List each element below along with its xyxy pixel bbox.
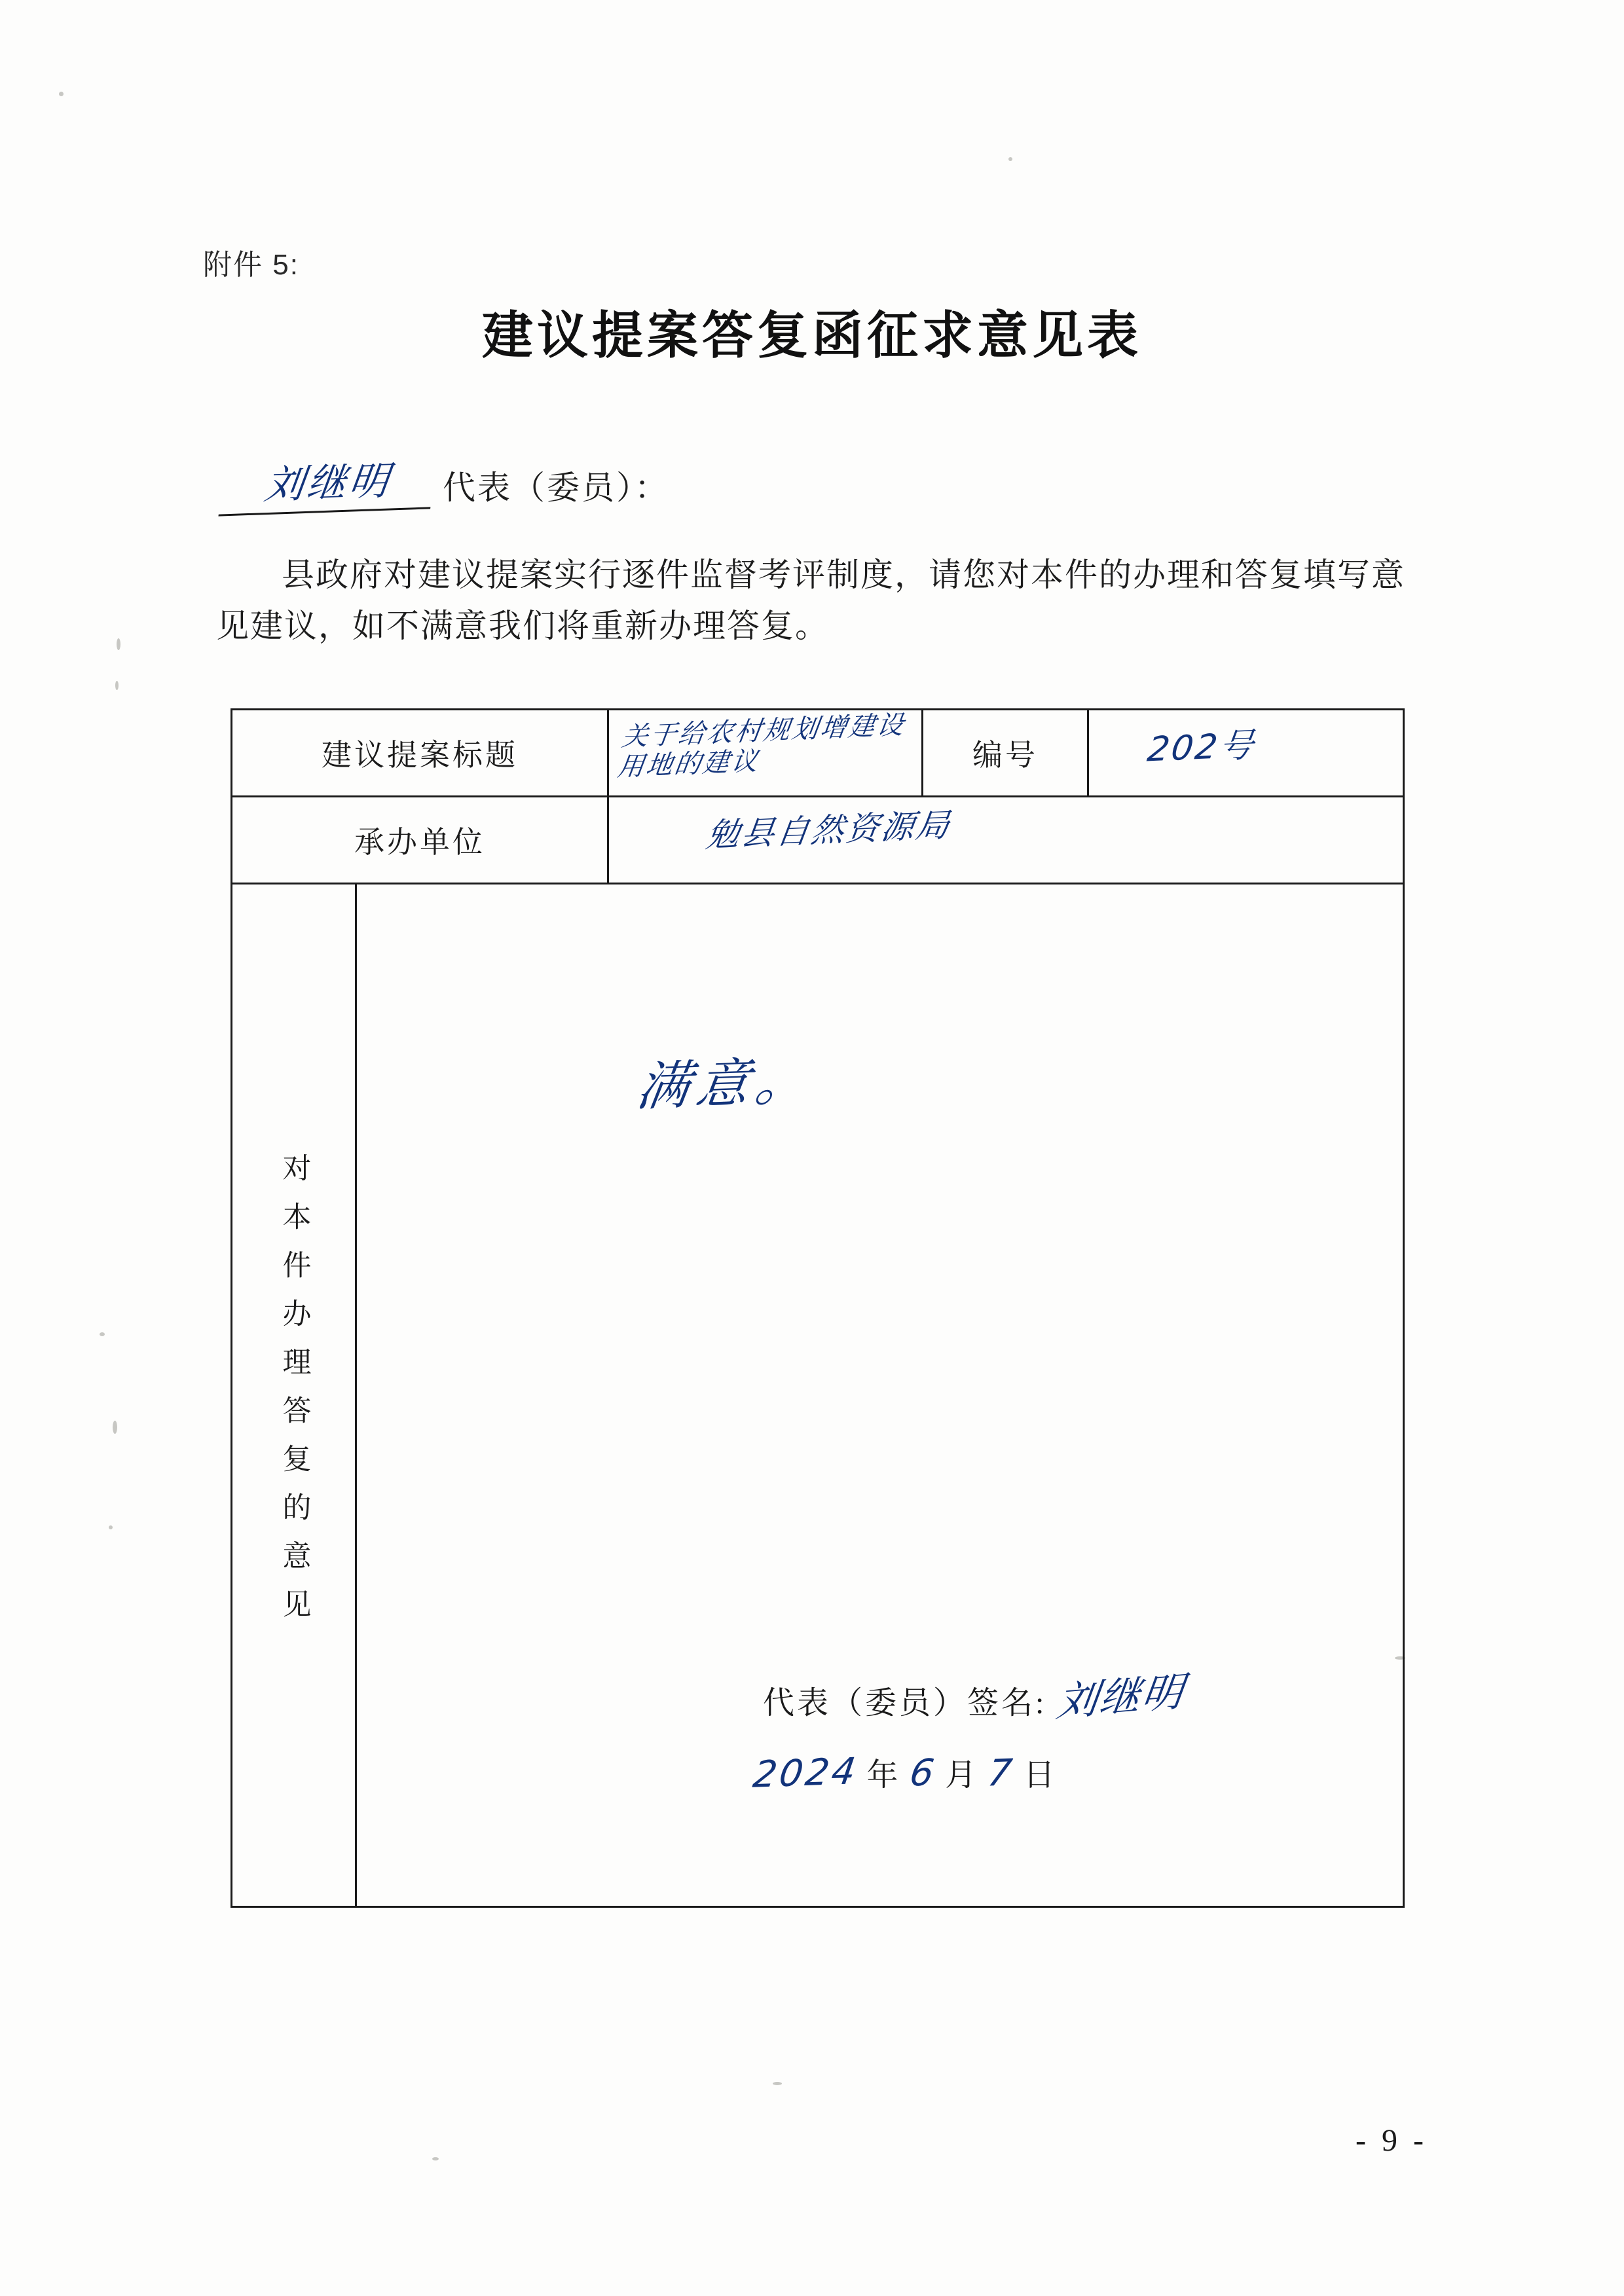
signature-label: 代表（委员）签名: — [763, 1686, 1047, 1721]
title-label-cell: 建议提案标题 — [232, 710, 608, 797]
number-label-cell: 编号 — [923, 710, 1089, 795]
opinion-label-cell — [232, 884, 356, 1907]
opinion-value-handwritten: 满意。 — [633, 1050, 820, 1118]
date-line — [750, 1749, 1058, 1795]
page-title: 建议提案答复函征求意见表 — [481, 307, 1142, 364]
unit-value-cell — [608, 797, 1404, 884]
date-year-unit: 年 — [866, 1758, 901, 1793]
scan-speck — [59, 92, 64, 96]
scan-speck — [432, 2157, 439, 2160]
title-value-handwritten: 关于给农村规划增建设用地的建议 — [616, 710, 908, 782]
date-day-handwritten: 7 — [985, 1751, 1018, 1795]
scan-speck — [109, 1525, 113, 1529]
scan-speck — [115, 681, 119, 690]
salutation-text: 代表（委员）： — [443, 469, 669, 506]
unit-label-cell: 承办单位 — [232, 797, 608, 884]
date-year-handwritten: 2024 — [750, 1750, 861, 1796]
opinion-label-vertical: 对本件办理答复的意见 — [278, 1153, 310, 1637]
signature-handwritten: 刘继明 — [1054, 1667, 1188, 1726]
number-value-handwritten: 202号 — [1145, 725, 1258, 770]
date-day-unit: 日 — [1023, 1758, 1058, 1793]
scan-speck — [113, 1421, 117, 1434]
signature-line — [763, 1664, 1188, 1726]
table-row — [232, 797, 1404, 884]
recipient-name-handwritten: 刘继明 — [218, 448, 437, 516]
date-month-unit: 月 — [945, 1758, 980, 1793]
opinion-form-table — [231, 708, 1405, 1908]
table-row — [232, 710, 1404, 797]
scan-speck — [100, 1332, 105, 1336]
attachment-label: 附件 5: — [203, 249, 299, 281]
table-row — [232, 884, 1404, 1907]
opinion-value-cell — [356, 884, 1404, 1907]
title-value-cell — [608, 710, 923, 797]
scan-speck — [773, 2082, 782, 2085]
scan-speck — [117, 638, 120, 650]
salutation-row — [223, 452, 669, 513]
unit-value-handwritten: 勉县自然资源局 — [704, 805, 954, 855]
date-month-handwritten: 6 — [906, 1751, 939, 1795]
page-number: - 9 - — [1356, 2123, 1428, 2158]
body-paragraph: 县政府对建议提案实行逐件监督考评制度，请您对本件的办理和答复填写意见建议，如不满意我们将重新办理答复。 — [216, 556, 1405, 644]
number-cell-group — [923, 710, 1404, 797]
number-value-cell — [1089, 710, 1403, 795]
scan-speck — [1008, 157, 1012, 161]
